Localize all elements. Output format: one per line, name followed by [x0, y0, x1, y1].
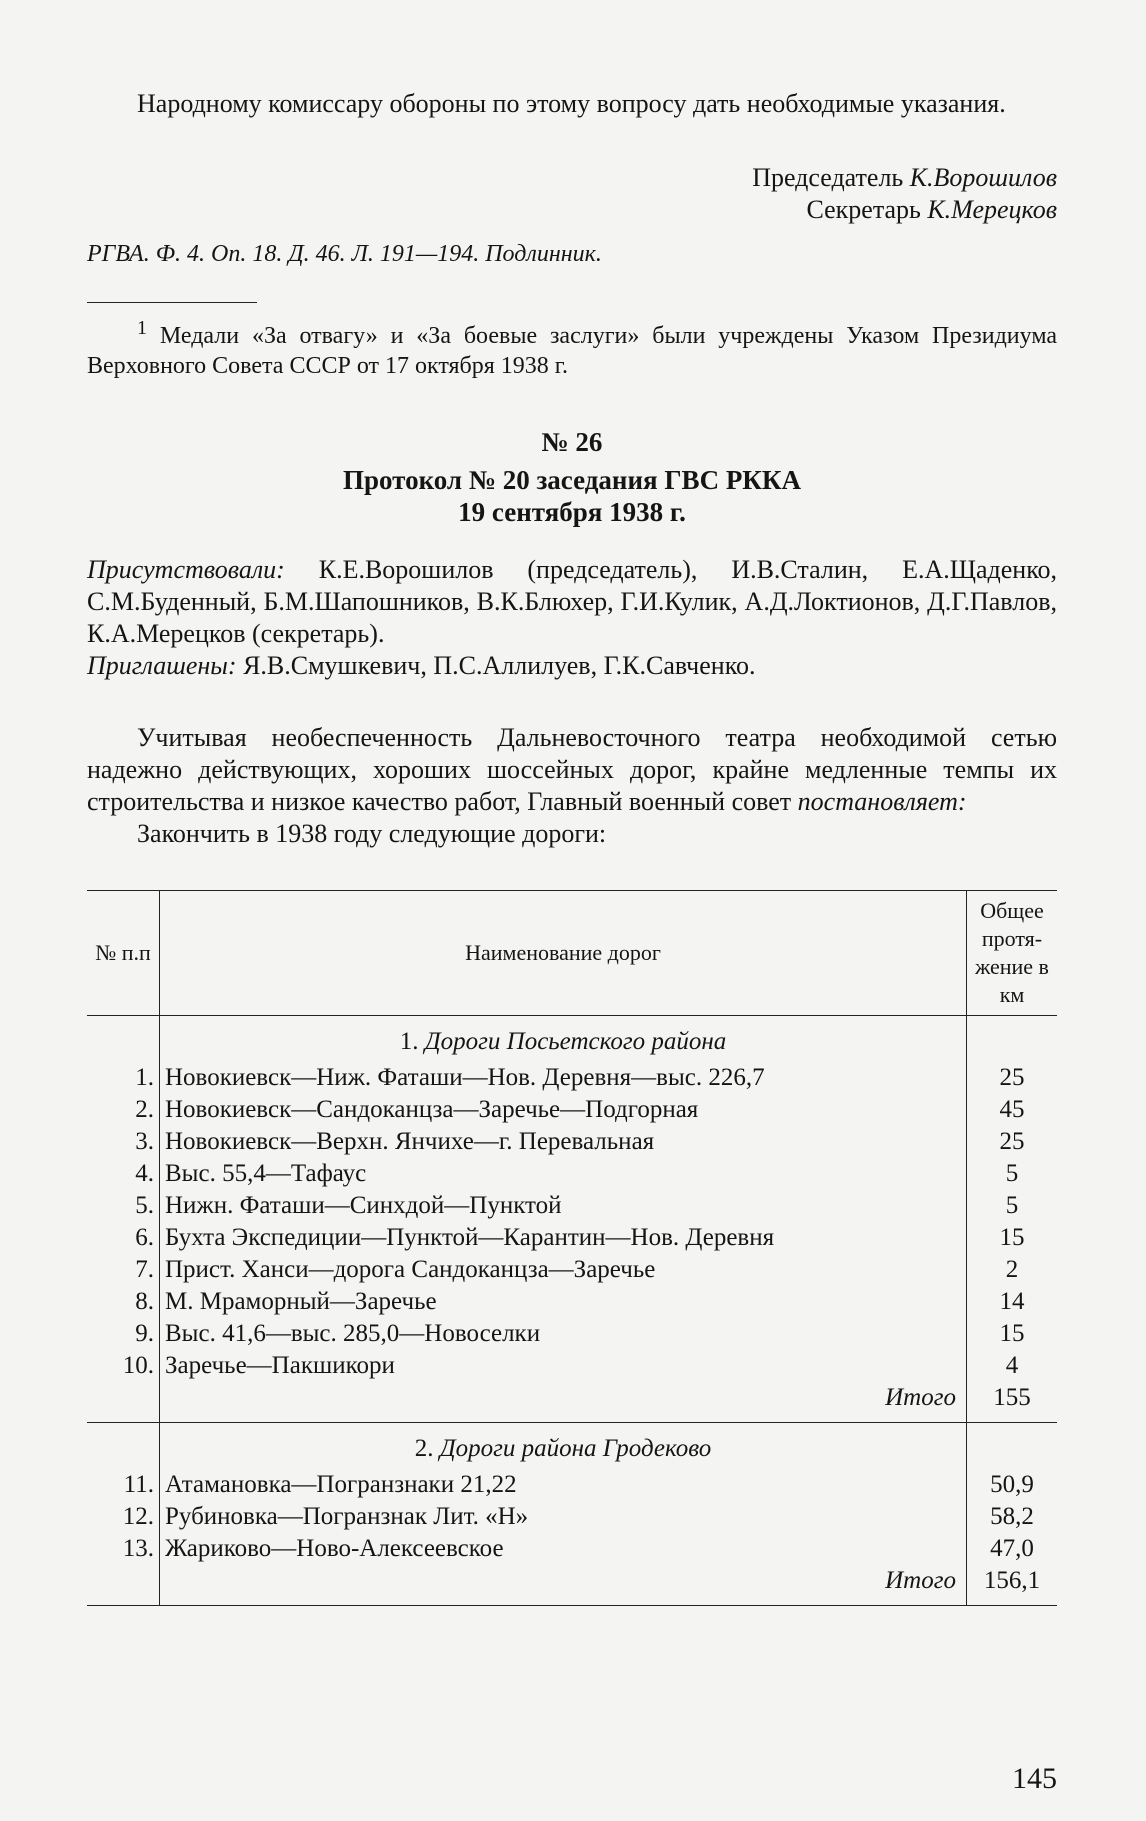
intro-text: Народному комиссару обороны по этому вопросу дать необходимые указания.	[137, 89, 1006, 118]
road-length: 2	[967, 1254, 1058, 1286]
table-row	[87, 1222, 1057, 1254]
document-number: № 26	[541, 427, 603, 457]
road-length: 25	[967, 1126, 1058, 1158]
row-number: 6.	[87, 1222, 160, 1254]
section-title: Дороги района Гродеково	[439, 1435, 712, 1462]
header-length: Общее протя-жение в км	[967, 891, 1058, 1016]
row-number: 7.	[87, 1254, 160, 1286]
table-row	[87, 1350, 1057, 1382]
row-number: 2.	[87, 1094, 160, 1126]
road-length: 15	[967, 1222, 1058, 1254]
road-length: 58,2	[967, 1501, 1058, 1533]
footnote: $^1$ Медали «За отвагу» и «За боевые заслуги» были учреждены Указом Президиума Верховного Совета СССР от 17 октября 1938 г.	[87, 317, 1058, 379]
road-length: 25	[967, 1062, 1058, 1094]
row-number: 12.	[87, 1501, 160, 1533]
archive-source: РГВА. Ф. 4. Оп. 18. Д. 46. Л. 191—194. Подлинник.	[87, 241, 602, 267]
present-line: Присутствовали: К.Е.Ворошилов (председатель), И.В.Сталин, Е.А.Щаденко, С.М.Буденный, Б.М.Шапошников, В.К.Блюхер, Г.И.Кулик, А.Д.Локтионов, Д.Г.Павлов, К.А.Мерецков (секретарь).	[87, 555, 1057, 648]
table-row	[87, 1501, 1057, 1533]
table-row	[87, 1126, 1057, 1158]
row-number: 10.	[87, 1350, 160, 1382]
road-name: Рубиновка—Погранзнак Лит. «Н»	[165, 1503, 529, 1530]
road-name: Прист. Ханси—дорога Сандоканцза—Заречье	[165, 1256, 656, 1283]
road-length: 4	[967, 1350, 1058, 1382]
row-number: 4.	[87, 1158, 160, 1190]
page-number: 145	[1012, 1762, 1057, 1795]
document-heading	[87, 426, 1057, 528]
attendance	[87, 554, 1057, 682]
resolution-word: постановляет:	[797, 787, 967, 816]
table-row	[87, 1062, 1057, 1094]
table-row	[87, 1286, 1057, 1318]
table-row	[87, 1190, 1057, 1222]
document-title: Протокол № 20 заседания ГВС РККА	[343, 465, 801, 495]
road-name: Атамановка—Погранзнаки 21,22	[165, 1471, 517, 1498]
signature-chair: Председатель К.Ворошилов	[752, 163, 1057, 192]
road-length: 15	[967, 1318, 1058, 1350]
total-label: Итого	[885, 1384, 956, 1411]
intro-paragraph	[87, 88, 1057, 120]
document-date: 19 сентября 1938 г.	[458, 497, 686, 527]
road-length: 45	[967, 1094, 1058, 1126]
section-total	[87, 1565, 1057, 1605]
road-length: 5	[967, 1158, 1058, 1190]
resolution-paragraph	[87, 722, 1057, 850]
road-name: Нижн. Фаташи—Синхдой—Пунктой	[165, 1192, 562, 1219]
signature-block	[87, 162, 1057, 226]
signature-secretary: Секретарь К.Мерецков	[806, 195, 1057, 224]
table-row	[87, 1094, 1057, 1126]
header-num: № п.п	[87, 891, 160, 1016]
road-length: 50,9	[967, 1469, 1058, 1501]
road-name: М. Мраморный—Заречье	[165, 1288, 437, 1315]
row-number: 5.	[87, 1190, 160, 1222]
row-number: 11.	[87, 1469, 160, 1501]
road-name: Жариково—Ново-Алексеевское	[165, 1535, 504, 1562]
header-name: Наименование дорог	[160, 891, 967, 1016]
row-number: 1.	[87, 1062, 160, 1094]
section-heading: 2. Дороги района Гродеково	[87, 1423, 1057, 1470]
road-length: 5	[967, 1190, 1058, 1222]
footnote-rule	[87, 302, 257, 303]
road-length: 14	[967, 1286, 1058, 1318]
road-name: Выс. 55,4—Тафаус	[165, 1160, 367, 1187]
total-value: 156,1	[967, 1565, 1058, 1605]
table-row	[87, 1254, 1057, 1286]
road-name: Новокиевск—Ниж. Фаташи—Нов. Деревня—выс. 226,7	[165, 1064, 765, 1091]
row-number: 9.	[87, 1318, 160, 1350]
road-length: 47,0	[967, 1533, 1058, 1565]
section-heading: 1. Дороги Посьетского района	[87, 1016, 1057, 1063]
row-number: 13.	[87, 1533, 160, 1565]
invited-line: Приглашены: Я.В.Смушкевич, П.С.Аллилуев, Г.К.Савченко.	[87, 651, 756, 680]
table-row	[87, 1318, 1057, 1350]
road-name: Выс. 41,6—выс. 285,0—Новоселки	[165, 1320, 541, 1347]
section-title: Дороги Посьетского района	[424, 1028, 727, 1055]
roads-table	[87, 890, 1057, 1606]
table-header	[87, 891, 1057, 1016]
row-number: 8.	[87, 1286, 160, 1318]
road-name: Бухта Экспедиции—Пунктой—Карантин—Нов. Деревня	[165, 1224, 775, 1251]
road-name: Новокиевск—Сандоканцза—Заречье—Подгорная	[165, 1096, 699, 1123]
road-name: Новокиевск—Верхн. Янчихе—г. Перевальная	[165, 1128, 655, 1155]
table-row	[87, 1158, 1057, 1190]
footnote-text: Медали «За отвагу» и «За боевые заслуги» были учреждены Указом Президиума Верховного Совета СССР от 17 октября 1938 г.	[87, 323, 1058, 379]
total-label: Итого	[885, 1567, 956, 1594]
section-total	[87, 1382, 1057, 1422]
body-text: Учитывая необеспеченность Дальневосточного театра необходимой сетью надежно действующих, хороших шоссейных дорог, крайне медленные темпы их строительства и низкое качество работ, Главный военный совет	[87, 723, 1057, 816]
row-number: 3.	[87, 1126, 160, 1158]
table-intro: Закончить в 1938 году следующие дороги:	[137, 819, 607, 848]
total-value: 155	[967, 1382, 1058, 1422]
road-name: Заречье—Пакшикори	[165, 1352, 395, 1379]
table-row	[87, 1533, 1057, 1565]
table-row	[87, 1469, 1057, 1501]
